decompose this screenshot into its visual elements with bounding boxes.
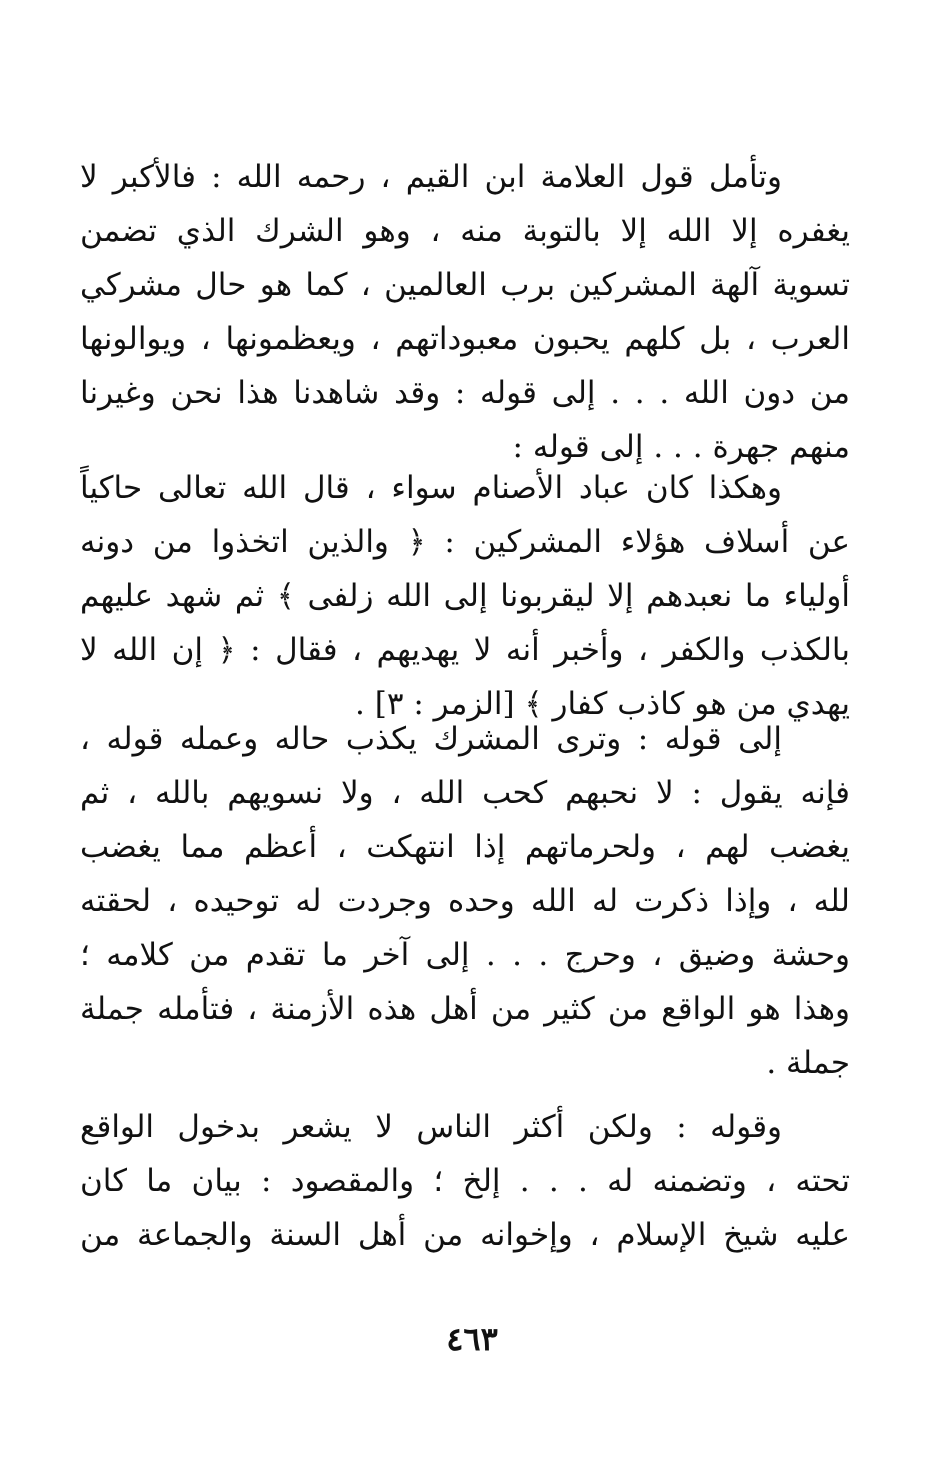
text-line: عليه شيخ الإسلام ، وإخوانه من أهل السنة والجماعة من xyxy=(80,1217,850,1253)
text-line: لله ، وإذا ذكرت له الله وحده وجردت له توحيده ، لحقته xyxy=(80,883,850,919)
text-line: تحته ، وتضمنه له . . . إلخ ؛ والمقصود : بيان ما كان xyxy=(80,1163,850,1199)
text-line: عن أسلاف هؤلاء المشركين : ﴿ والذين اتخذوا من دونه xyxy=(80,524,850,560)
paragraph-commentary xyxy=(80,1100,850,1262)
text-line: العرب ، بل كلهم يحبون معبوداتهم ، ويعظمونها ، ويوالونها xyxy=(80,321,850,357)
text-line: يهدي من هو كاذب كفار ﴾ [الزمر : ٣] . xyxy=(355,686,850,722)
text-line: منهم جهرة . . . إلى قوله : xyxy=(512,429,850,465)
text-line: أولياء ما نعبدهم إلا ليقربونا إلى الله زلفى ﴾ ثم شهد عليهم xyxy=(80,578,850,614)
text-line: وهكذا كان عباد الأصنام سواء ، قال الله تعالى حاكياً xyxy=(80,470,782,506)
text-line: يغضب لهم ، ولحرماتهم إذا انتهكت ، أعظم مما يغضب xyxy=(80,829,850,865)
text-line: وقوله : ولكن أكثر الناس لا يشعر بدخول الواقع xyxy=(80,1109,782,1145)
text-line: وهذا هو الواقع من كثير من أهل هذه الأزمنة ، فتأمله جملة xyxy=(80,991,850,1027)
text-line: جملة . xyxy=(766,1045,850,1081)
text-line: من دون الله . . . إلى قوله : وقد شاهدنا هذا نحن وغيرنا xyxy=(80,375,850,411)
text-line: فإنه يقول : لا نحبهم كحب الله ، ولا نسويهم بالله ، ثم xyxy=(80,775,850,811)
paragraph-ibn-alqayyim-quote xyxy=(80,150,850,474)
text-line: وتأمل قول العلامة ابن القيم ، رحمه الله : فالأكبر لا xyxy=(80,159,782,195)
text-line: إلى قوله : وترى المشرك يكذب حاله وعمله قوله ، xyxy=(80,721,782,757)
paragraph-mushrik-behavior xyxy=(80,712,850,1090)
text-line: تسوية آلهة المشركين برب العالمين ، كما هو حال مشركي xyxy=(80,267,850,303)
text-line: وحشة وضيق ، وحرج . . . إلى آخر ما تقدم من كلامه ؛ xyxy=(80,937,850,973)
page-number: ٤٦٣ xyxy=(446,1320,498,1358)
text-line: يغفره إلا الله إلا بالتوبة منه ، وهو الشرك الذي تضمن xyxy=(80,213,850,249)
text-line: بالكذب والكفر ، وأخبر أنه لا يهديهم ، فقال : ﴿ إن الله لا xyxy=(80,632,850,668)
paragraph-idol-worshippers xyxy=(80,461,850,731)
